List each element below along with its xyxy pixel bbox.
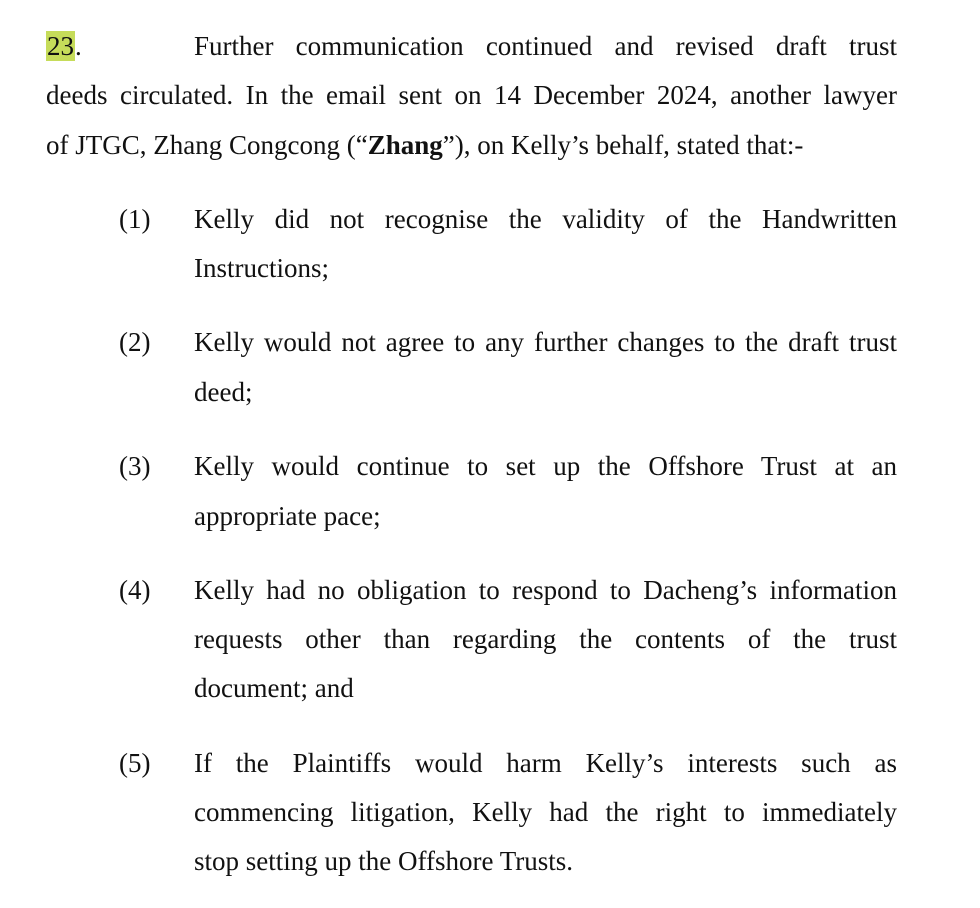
item-line: document; and [194,673,354,703]
paragraph-line-3-tail: ”), on Kelly’s behalf, stated that:- [442,130,804,160]
paragraph-line-1: Further communication continued and revised draft trust [194,31,897,61]
paragraph-line-2: deeds circulated. In the email sent on 14 December 2024, another lawyer [46,80,897,110]
item-number: (1) [119,204,151,234]
item-line: deed; [194,377,253,407]
defined-term: Zhang [367,130,443,160]
item-line: appropriate pace; [194,501,381,531]
paragraph-number: 23 [47,31,74,61]
paragraph-line-3 [46,127,897,163]
item-number: (4) [119,575,151,605]
item-number: (2) [119,327,151,357]
item-line: requests other than regarding the contents of the trust [194,624,897,654]
item-line: Kelly would not agree to any further changes to the draft trust [194,327,897,357]
item-line: Kelly did not recognise the validity of the Handwritten [194,204,897,234]
item-number: (3) [119,451,151,481]
item-line: If the Plaintiffs would harm Kelly’s interests such as [194,748,897,778]
item-line: stop setting up the Offshore Trusts. [194,846,574,876]
item-line: Instructions; [194,253,329,283]
item-line: commencing litigation, Kelly had the right to immediately [194,797,897,827]
item-number: (5) [119,748,151,778]
paragraph-number-suffix: . [75,31,82,61]
item-line: Kelly would continue to set up the Offshore Trust at an [194,451,897,481]
paragraph-line-3-head: of JTGC, Zhang Congcong (“ [46,130,368,160]
item-line: Kelly had no obligation to respond to Dacheng’s information [194,575,897,605]
